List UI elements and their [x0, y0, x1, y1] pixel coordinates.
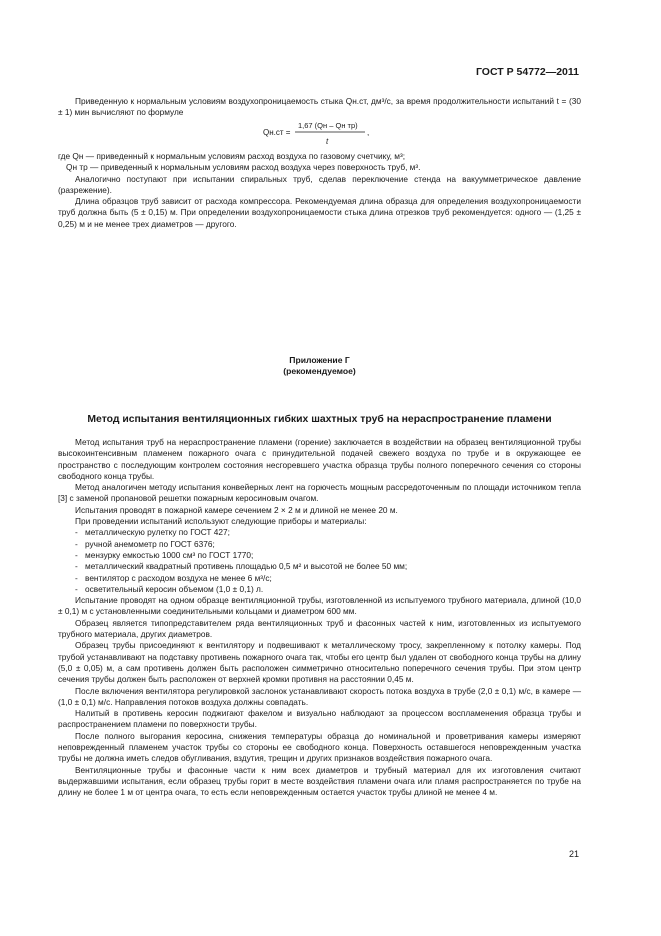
list-item: - мензурку емкостью 1000 см³ по ГОСТ 1770;	[58, 550, 581, 561]
intro-paragraph-1	[58, 96, 581, 119]
section-paragraph-4: При проведении испытаний используют следующие приборы и материалы:	[75, 516, 367, 527]
document-header: ГОСТ Р 54772—2011	[475, 66, 579, 78]
formula-numerator: 1,67 (Qн – Qн тр)	[298, 121, 358, 130]
section-paragraph-8: После включения вентилятора регулировкой заслонок устанавливают скорость потока воздуха в трубе (2,0 ± 0,1) м/с, в камере — (1,0 ± 0,1) м/с. Направления потоков воздуха должны совпадать.	[58, 685, 581, 707]
section-paragraph-5: Испытание проводят на одном образце вентиляционной трубы, изготовленной из испытуемого трубного материала, длиной (10,0 ± 0,1) м с установленными соединительными кольцами и диаметром 600 мм.	[58, 595, 581, 617]
list-item: - осветительный керосин объемом (1,0 ± 0,1) л.	[58, 584, 581, 595]
appendix-subtitle: (рекомендуемое)	[283, 366, 356, 376]
page-number: 21	[568, 849, 579, 859]
section-paragraph-6: Образец является типопредставителем ряда вентиляционных труб и фасонных частей к ним, изготовленных из испытуемого трубного материала, других диаметров.	[58, 617, 581, 640]
formula-comma: ,	[367, 128, 370, 137]
section-paragraph-3: Испытания проводят в пожарной камере сечением 2 × 2 м и длиной не менее 20 м.	[75, 504, 398, 515]
formula-lhs: Qн.ст =	[263, 128, 291, 137]
list-item: - вентилятор с расходом воздуха не менее 6 м³/с;	[58, 573, 581, 584]
formula-graphic	[58, 117, 581, 149]
definition-2: Qн тр — приведенный к нормальным условиям расход воздуха через поверхность труб, м³.	[66, 162, 421, 173]
definition-1: где Qн — приведенный к нормальным условиям расход воздуха по газовому счетчику, м³;	[58, 151, 406, 161]
list-item: - металлическую рулетку по ГОСТ 427;	[58, 527, 581, 538]
appendix-heading	[58, 355, 581, 377]
list-item: - ручной анемометр по ГОСТ 6376;	[58, 539, 581, 550]
formula-definitions	[58, 151, 581, 230]
appendix-title: Приложение Г	[289, 355, 350, 365]
section-paragraph-10: После полного выгорания керосина, снижения температуры образца до номинальной и проветривания камеры измеряют неповрежденный пламенем участок трубы со стороны ее свободного конца. Поверхность оставшегося неповрежденным участка трубы не должна иметь следов обугливания, вздутия, трещин и других признаков воздействия пожарного очага.	[58, 730, 581, 764]
equipment-list	[58, 527, 581, 595]
formula	[58, 117, 581, 149]
section-title: Метод испытания вентиляционных гибких шахтных труб на нераспространение пламени	[87, 414, 552, 425]
section-paragraph-1: Метод испытания труб на нераспространение пламени (горение) заключается в воздействии на образец вентиляционной трубы высокоинтенсивным пламенем пожарного очага с принудительной подачей свежего воздуха по трубе и в окружающее ее пространство с последующим контролем состояния несгоревшего участка образца трубы полного поперечного сечения со стороны свободного конца трубы.	[58, 437, 581, 481]
list-item: - металлический квадратный противень площадью 0,5 м² и высотой не более 50 мм;	[58, 561, 581, 572]
intro-paragraph-2: Аналогично поступают при испытании спиральных труб, сделав переключение стенда на вакуумметрическое давление (разрежение).	[58, 173, 581, 195]
section-paragraph-2: Метод аналогичен методу испытания конвейерных лент на горючесть мощным рассредоточенным по площади источником тепла [3] с заменой пропановой решетки пожарным керосиновым очагом.	[58, 482, 581, 504]
section-paragraph-11: Вентиляционные трубы и фасонные части к ним всех диаметров и трубный материал для их изготовления считают выдержавшими испытания, если образец трубы горит в месте воздействия пламени очага или пламя распространяется по трубе на длину не более 1 м от центра очага, то есть если неповрежденным остается участок трубы длиной не менее 4 м.	[58, 764, 581, 798]
intro-paragraph-3: Длина образцов труб зависит от расхода компрессора. Рекомендуемая длина образца для определения воздухопроницаемости труб должна быть (5 ± 0,15) м. При определении воздухопроницаемости стыка длина отрезков труб рекомендуется: одного — (1,25 ± 0,25) м и не менее трех диаметров — другого.	[58, 196, 581, 229]
intro-text: Приведенную к нормальным условиям воздухопроницаемость стыка Qн.ст, дм³/с, за время продолжительности испытаний t = (30 ± 1) мин вычисляют по формуле	[58, 96, 581, 118]
section-paragraph-7: Образец трубы присоединяют к вентилятору и подвешивают к металлическому тросу, закрепленному к потолку камеры. Под трубой устанавливают на подставку противень пожарного очага так, чтобы его центр был удален от свободного конца трубы на длину (5,0 ± 0,05) м, а сам противень должен быть расположен симметрично относительно поперечного сечения трубы. При этом центр сечения трубы должен быть расположен от верхней кромки противня на расстоянии 0,45 м.	[58, 640, 581, 685]
formula-denominator: t	[326, 137, 329, 146]
section-paragraph-9: Налитый в противень керосин поджигают факелом и визуально наблюдают за процессом воспламенения образца трубы и распространением пламени по поверхности трубы.	[58, 708, 581, 730]
section-body	[58, 437, 581, 799]
